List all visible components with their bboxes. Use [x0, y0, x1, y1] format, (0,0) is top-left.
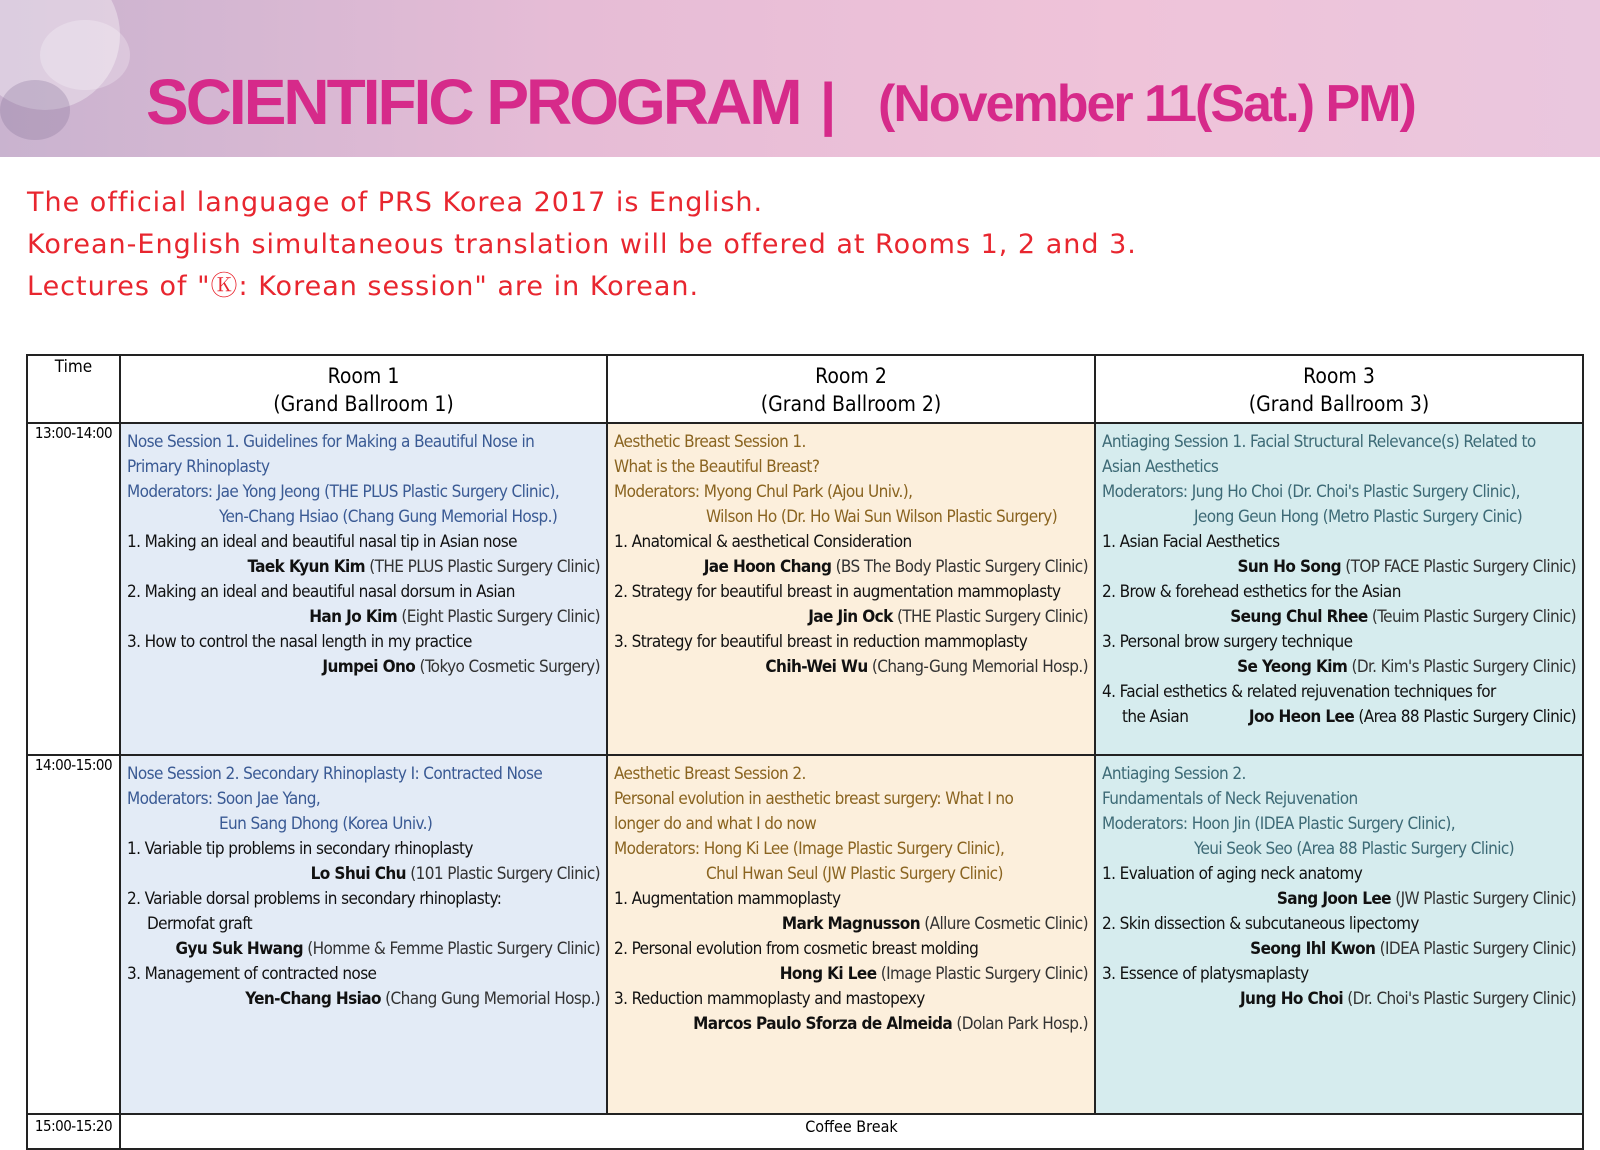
- session-title: Antiaging Session 1. Facial Structural Relevance(s) Related to: [1102, 432, 1536, 452]
- speaker: [127, 862, 600, 887]
- speaker-name: Hong Ki Lee: [779, 964, 877, 984]
- speaker-affiliation: (Image Plastic Surgery Clinic): [880, 964, 1088, 984]
- session-title: Aesthetic Breast Session 1.: [614, 432, 806, 452]
- talk-title: 1. Making an ideal and beautiful nasal tip in Asian nose: [127, 532, 517, 552]
- speaker-affiliation: (Dr. Choi's Plastic Surgery Clinic): [1347, 989, 1576, 1009]
- session-cell-room1: [120, 423, 607, 755]
- room-header-2: [607, 355, 1095, 423]
- decorative-flower-icon: [0, 80, 70, 140]
- speaker-affiliation: (Dolan Park Hosp.): [956, 1014, 1088, 1034]
- speaker: [1102, 705, 1576, 730]
- speaker: [1102, 605, 1576, 630]
- speaker: [127, 987, 600, 1012]
- speaker: [1102, 887, 1576, 912]
- speaker-affiliation: (101 Plastic Surgery Clinic): [410, 864, 600, 884]
- speaker: [614, 655, 1088, 680]
- room-venue: (Grand Ballroom 3): [1248, 392, 1430, 416]
- speaker: [1102, 655, 1576, 680]
- speaker-affiliation: (Chang Gung Memorial Hosp.): [385, 989, 600, 1009]
- speaker-name: Seong Ihl Kwon: [1250, 939, 1376, 959]
- moderators: Yen-Chang Hsiao (Chang Gung Memorial Hosp.): [219, 507, 558, 527]
- speaker-affiliation: (Dr. Kim's Plastic Surgery Clinic): [1351, 657, 1576, 677]
- speaker-name: Chih-Wei Wu: [765, 657, 868, 677]
- table-header-row: [27, 355, 1583, 423]
- talk-title: 3. Reduction mammoplasty and mastopexy: [614, 989, 925, 1009]
- moderators: Moderators: Hoon Jin (IDEA Plastic Surgery Clinic),: [1102, 814, 1456, 834]
- talk-title: 2. Variable dorsal problems in secondary rhinoplasty:: [127, 889, 502, 909]
- speaker: [614, 962, 1088, 987]
- talk-title: 3. How to control the nasal length in my practice: [127, 632, 472, 652]
- speaker: [614, 605, 1088, 630]
- speaker-affiliation: (JW Plastic Surgery Clinic): [1395, 889, 1576, 909]
- session-title: longer do and what I do now: [614, 814, 817, 834]
- moderators: Moderators: Hong Ki Lee (Image Plastic Surgery Clinic),: [614, 839, 1005, 859]
- speaker-affiliation: (BS The Body Plastic Surgery Clinic): [835, 557, 1088, 577]
- speaker: [127, 937, 600, 962]
- talk-title: 2. Strategy for beautiful breast in augmentation mammoplasty: [614, 582, 1061, 602]
- speaker-affiliation: (THE Plastic Surgery Clinic): [896, 607, 1088, 627]
- room-header-1: [120, 355, 607, 423]
- speaker-affiliation: (Chang-Gung Memorial Hosp.): [871, 657, 1088, 677]
- page-title: SCIENTIFIC PROGRAM: [146, 66, 800, 138]
- speaker-name: Marcos Paulo Sforza de Almeida: [693, 1014, 953, 1034]
- speaker: [614, 555, 1088, 580]
- time-slot: 15:00-15:20: [27, 1114, 120, 1149]
- session-title: Aesthetic Breast Session 2.: [614, 764, 806, 784]
- speaker-name: Lo Shui Chu: [310, 864, 406, 884]
- session-cell-room2: [607, 755, 1095, 1114]
- moderators: Moderators: Myong Chul Park (Ajou Univ.),: [614, 482, 913, 502]
- talk-title: 3. Management of contracted nose: [127, 964, 377, 984]
- header-banner: [0, 0, 1600, 157]
- speaker: [1102, 937, 1576, 962]
- talk-title: 1. Augmentation mammoplasty: [614, 889, 841, 909]
- speaker: [614, 912, 1088, 937]
- talk-title: 4. Facial esthetics & related rejuvenation techniques for: [1102, 682, 1496, 702]
- decorative-flower-icon: [40, 20, 130, 90]
- speaker-affiliation: (TOP FACE Plastic Surgery Clinic): [1345, 557, 1576, 577]
- session-title: What is the Beautiful Breast?: [614, 457, 820, 477]
- moderators: Moderators: Soon Jae Yang,: [127, 789, 321, 809]
- moderators: Moderators: Jung Ho Choi (Dr. Choi's Plastic Surgery Clinic),: [1102, 482, 1520, 502]
- talk-title-continued: Dermofat graft: [147, 914, 253, 934]
- speaker-affiliation: (Homme & Femme Plastic Surgery Clinic): [307, 939, 600, 959]
- session-title: Asian Aesthetics: [1102, 457, 1219, 477]
- speaker-affiliation: (Eight Plastic Surgery Clinic): [401, 607, 600, 627]
- room-venue: (Grand Ballroom 1): [273, 392, 454, 416]
- program-table: [26, 354, 1584, 1150]
- room-header-3: [1095, 355, 1583, 423]
- talk-title: 1. Asian Facial Aesthetics: [1102, 532, 1280, 552]
- session-title: Fundamentals of Neck Rejuvenation: [1102, 789, 1358, 809]
- speaker-affiliation: (THE PLUS Plastic Surgery Clinic): [369, 557, 600, 577]
- speaker: [127, 555, 600, 580]
- speaker-name: Mark Magnusson: [781, 914, 920, 934]
- session-cell-room3: [1095, 423, 1583, 755]
- title-separator: |: [820, 72, 837, 137]
- speaker-affiliation: (Teuim Plastic Surgery Clinic): [1371, 607, 1576, 627]
- speaker-name: Gyu Suk Hwang: [175, 939, 303, 959]
- speaker-name: Han Jo Kim: [309, 607, 398, 627]
- speaker: [1102, 555, 1576, 580]
- room-name: Room 1: [327, 364, 400, 388]
- language-notice: [27, 182, 1137, 308]
- moderators: Eun Sang Dhong (Korea Univ.): [219, 814, 433, 834]
- session-title: Primary Rhinoplasty: [127, 457, 270, 477]
- talk-title: 1. Anatomical & aesthetical Consideration: [614, 532, 912, 552]
- table-row: [27, 423, 1583, 755]
- talk-title: 3. Personal brow surgery technique: [1102, 632, 1353, 652]
- talk-title: 1. Evaluation of aging neck anatomy: [1102, 864, 1363, 884]
- moderators: Yeui Seok Seo (Area 88 Plastic Surgery Clinic): [1194, 839, 1515, 859]
- room-name: Room 2: [815, 364, 887, 388]
- speaker: [614, 1012, 1088, 1037]
- notice-line: The official language of PRS Korea 2017 is English.: [27, 187, 764, 218]
- page-date: (November 11(Sat.) PM): [878, 75, 1415, 133]
- moderators: Jeong Geun Hong (Metro Plastic Surgery Cinic): [1194, 507, 1523, 527]
- session-title: Nose Session 1. Guidelines for Making a Beautiful Nose in: [127, 432, 535, 452]
- speaker-name: Sang Joon Lee: [1276, 889, 1391, 909]
- moderators: Moderators: Jae Yong Jeong (THE PLUS Plastic Surgery Clinic),: [127, 482, 560, 502]
- talk-title: 3. Essence of platysmaplasty: [1102, 964, 1309, 984]
- speaker-name: Jae Jin Ock: [808, 607, 893, 627]
- table-row: [27, 755, 1583, 1114]
- speaker-affiliation: (Area 88 Plastic Surgery Clinic): [1358, 707, 1576, 727]
- speaker-name: Jae Hoon Chang: [703, 557, 832, 577]
- session-title: Antiaging Session 2.: [1102, 764, 1246, 784]
- talk-title: 2. Brow & forehead esthetics for the Asian: [1102, 582, 1401, 602]
- session-title: Personal evolution in aesthetic breast surgery: What I no: [614, 789, 1014, 809]
- speaker-name: Yen-Chang Hsiao: [245, 989, 381, 1009]
- notice-line: Korean-English simultaneous translation will be offered at Rooms 1, 2 and 3.: [27, 229, 1137, 260]
- room-name: Room 3: [1303, 364, 1375, 388]
- talk-title-continued: the Asian: [1122, 707, 1189, 727]
- speaker-name: Taek Kyun Kim: [247, 557, 366, 577]
- speaker-name: Sun Ho Song: [1237, 557, 1341, 577]
- speaker-name: Joo Heon Lee: [1248, 707, 1355, 727]
- talk-title: 3. Strategy for beautiful breast in reduction mammoplasty: [614, 632, 1028, 652]
- talk-title: 2. Making an ideal and beautiful nasal dorsum in Asian: [127, 582, 515, 602]
- session-title: Nose Session 2. Secondary Rhinoplasty I: Contracted Nose: [127, 764, 543, 784]
- time-header: Time: [27, 355, 120, 423]
- speaker-affiliation: (Tokyo Cosmetic Surgery): [419, 657, 600, 677]
- session-cell-room1: [120, 755, 607, 1114]
- speaker-name: Jumpei Ono: [322, 657, 416, 677]
- session-cell-room3: [1095, 755, 1583, 1114]
- notice-line: Lectures of "Ⓚ: Korean session" are in Korean.: [27, 271, 700, 302]
- time-slot: 14:00-15:00: [27, 755, 120, 1114]
- speaker-name: Seung Chul Rhee: [1230, 607, 1368, 627]
- talk-title: 1. Variable tip problems in secondary rhinoplasty: [127, 839, 473, 859]
- speaker-affiliation: (Allure Cosmetic Clinic): [924, 914, 1088, 934]
- speaker-affiliation: (IDEA Plastic Surgery Clinic): [1379, 939, 1576, 959]
- coffee-break: Coffee Break: [120, 1114, 1583, 1149]
- speaker-name: Se Yeong Kim: [1237, 657, 1348, 677]
- moderators: Chul Hwan Seul (JW Plastic Surgery Clinic): [706, 864, 1003, 884]
- talk-title: 2. Skin dissection & subcutaneous lipectomy: [1102, 914, 1419, 934]
- session-cell-room2: [607, 423, 1095, 755]
- room-venue: (Grand Ballroom 2): [760, 392, 942, 416]
- speaker: [127, 605, 600, 630]
- time-slot: 13:00-14:00: [27, 423, 120, 755]
- speaker-name: Jung Ho Choi: [1239, 989, 1343, 1009]
- speaker: [1102, 987, 1576, 1012]
- speaker: [127, 655, 600, 680]
- talk-title: 2. Personal evolution from cosmetic breast molding: [614, 939, 979, 959]
- moderators: Wilson Ho (Dr. Ho Wai Sun Wilson Plastic Surgery): [706, 507, 1058, 527]
